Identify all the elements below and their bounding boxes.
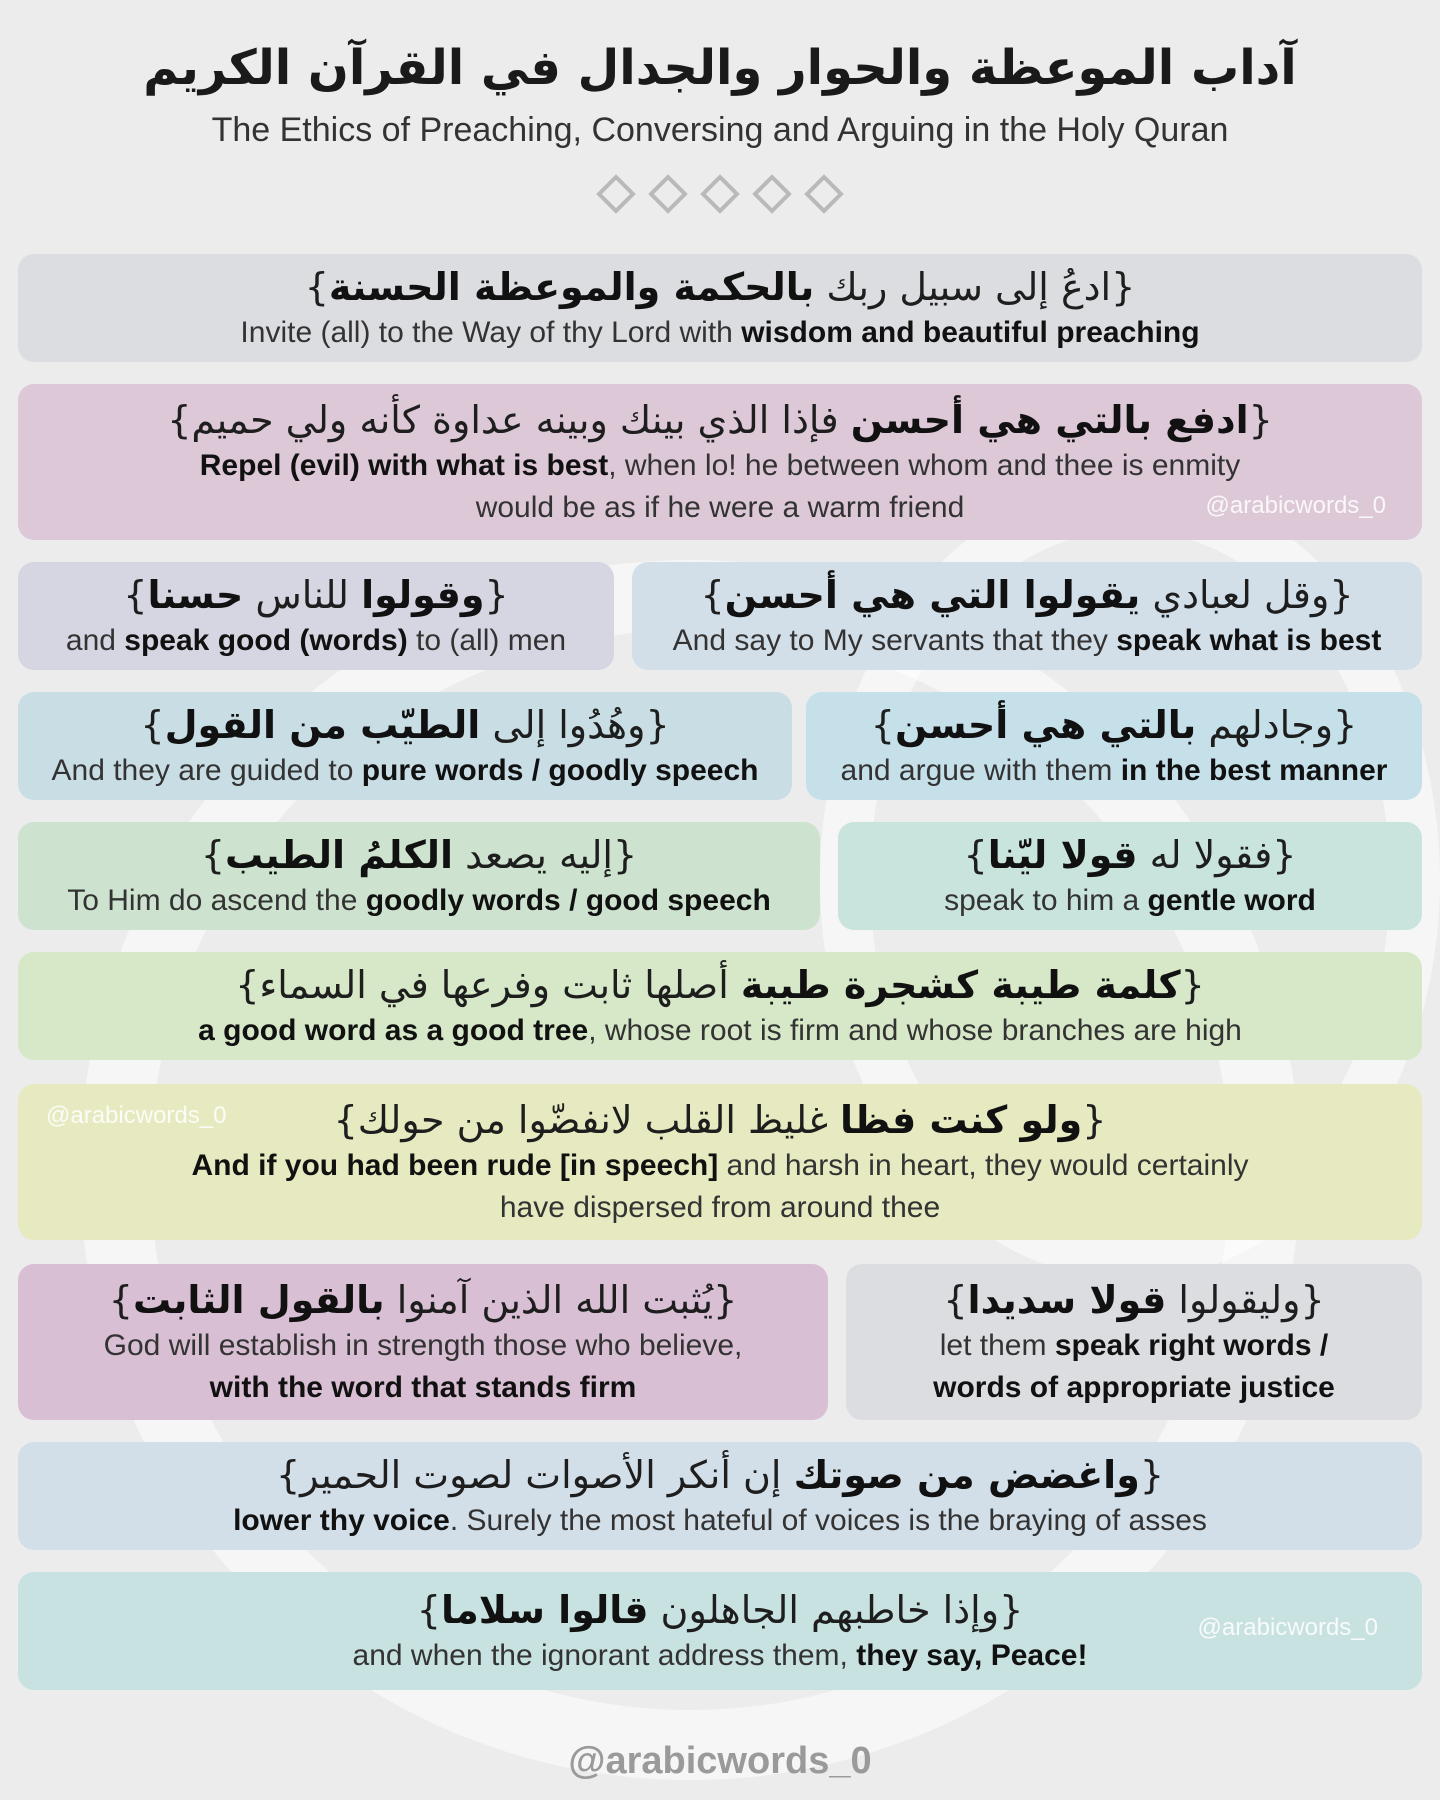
verse-arabic: {وهُدُوا إلى الطيّب من القول} — [140, 703, 670, 747]
diamond-icon — [752, 174, 792, 214]
verse-card-gentle-word — [838, 822, 1422, 930]
diamond-icon — [648, 174, 688, 214]
footer-handle: @arabicwords_0 — [568, 1740, 872, 1782]
verse-arabic: {ولو كنت فظا غليظ القلب لانفضّوا من حولك} — [333, 1098, 1107, 1142]
verse-english: Repel (evil) with what is best, when lo! he between whom and thee is enmity — [199, 449, 1241, 482]
verse-arabic: {وإذا خاطبهم الجاهلون قالوا سلاما} — [416, 1588, 1024, 1632]
verse-arabic: {يُثبت الله الذين آمنوا بالقول الثابت} — [108, 1278, 738, 1322]
verse-english: and when the ignorant address them, they say, Peace! — [352, 1639, 1088, 1672]
verse-card-rude-speech — [18, 1084, 1422, 1240]
page-title-english: The Ethics of Preaching, Conversing and Arguing in the Holy Quran — [211, 111, 1229, 149]
diamond-divider — [0, 180, 1440, 212]
verse-english: a good word as a good tree, whose root is firm and whose branches are high — [198, 1014, 1242, 1047]
verse-english: God will establish in strength those who believe, — [103, 1329, 743, 1362]
diamond-icon — [596, 174, 636, 214]
verse-english-line2: with the word that stands firm — [209, 1371, 637, 1404]
verse-english-line2: would be as if he were a warm friend — [475, 491, 965, 524]
diamond-icon — [804, 174, 844, 214]
verse-arabic: {وجادلهم بالتي هي أحسن} — [870, 703, 1358, 747]
verse-english: and speak good (words) to (all) men — [65, 624, 567, 657]
verse-english: speak to him a gentle word — [944, 884, 1316, 917]
diamond-icon — [700, 174, 740, 214]
watermark: @arabicwords_0 — [1197, 1614, 1378, 1641]
verse-english-line2: have dispersed from around thee — [499, 1191, 941, 1224]
verse-arabic: {وليقولوا قولا سديدا} — [943, 1278, 1325, 1322]
verse-card-right-words — [846, 1264, 1422, 1420]
verse-english: Invite (all) to the Way of thy Lord with wisdom and beautiful preaching — [240, 316, 1200, 349]
verse-card-good-tree — [18, 952, 1422, 1060]
verse-arabic: {إليه يصعد الكلمُ الطيب} — [200, 833, 638, 877]
verse-english: lower thy voice. Surely the most hateful of voices is the braying of asses — [233, 1504, 1207, 1537]
watermark: @arabicwords_0 — [1205, 492, 1386, 519]
verse-arabic: {واغضض من صوتك إن أنكر الأصوات لصوت الحمير} — [275, 1453, 1165, 1497]
verse-english: To Him do ascend the goodly words / good speech — [67, 884, 771, 917]
verse-card-goodly-words — [18, 822, 820, 930]
verse-english: And if you had been rude [in speech] and harsh in heart, they would certainly — [191, 1149, 1249, 1182]
verse-english: let them speak right words / — [939, 1329, 1329, 1362]
verse-english: and argue with them in the best manner — [840, 754, 1388, 787]
verse-card-argue-best — [806, 692, 1422, 800]
verse-arabic: {كلمة طيبة كشجرة طيبة أصلها ثابت وفرعها في السماء} — [235, 963, 1205, 1007]
verse-card-speak-good — [18, 562, 614, 670]
verse-english: And say to My servants that they speak what is best — [672, 624, 1382, 657]
verse-english-line2: words of appropriate justice — [933, 1371, 1335, 1404]
verse-arabic: {ادعُ إلى سبيل ربك بالحكمة والموعظة الحسنة} — [304, 265, 1136, 309]
verse-card-firm-word — [18, 1264, 828, 1420]
verse-english: And they are guided to pure words / goodly speech — [51, 754, 759, 787]
verse-arabic: {وقولوا للناس حسنا} — [123, 573, 509, 617]
verse-card-wisdom — [18, 254, 1422, 362]
watermark: @arabicwords_0 — [46, 1102, 227, 1129]
verse-card-lower-voice — [18, 1442, 1422, 1550]
page-title-arabic: آداب الموعظة والحوار والجدال في القرآن الكريم — [143, 40, 1297, 96]
verse-card-speak-best — [632, 562, 1422, 670]
verse-card-pure-words — [18, 692, 792, 800]
verse-arabic: {ادفع بالتي هي أحسن فإذا الذي بينك وبينه عداوة كأنه ولي حميم} — [167, 398, 1273, 442]
header — [0, 38, 1440, 152]
verse-arabic: {وقل لعبادي يقولوا التي هي أحسن} — [700, 573, 1354, 617]
verse-card-repel-evil — [18, 384, 1422, 540]
verse-card-say-peace — [18, 1572, 1422, 1690]
verse-arabic: {فقولا له قولا ليّنا} — [963, 833, 1297, 877]
